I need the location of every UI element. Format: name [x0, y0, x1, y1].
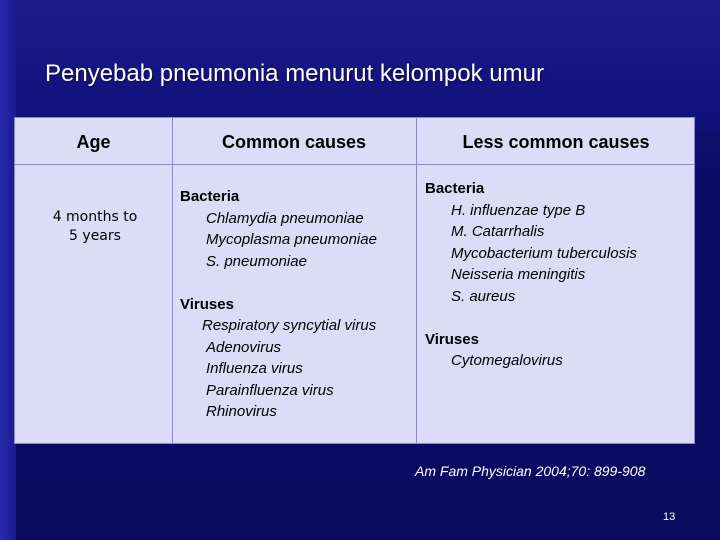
header-divider	[15, 164, 694, 165]
less-common-bacteria-item: H. influenzae type B	[451, 201, 586, 219]
common-virus-item: Adenovirus	[206, 338, 282, 356]
less-common-bacteria-item: S. aureus	[451, 287, 516, 305]
common-bacteria-label: Bacteria	[180, 188, 240, 205]
common-virus-item: Parainfluenza virus	[206, 381, 334, 399]
less-common-bacteria-item: Neisseria meningitis	[451, 266, 586, 283]
less-common-bacteria-item: Mycobacterium tuberculosis	[451, 244, 637, 262]
column-divider-2	[416, 118, 417, 443]
causes-table	[14, 117, 695, 444]
less-common-bacteria-label: Bacteria	[425, 180, 485, 197]
less-common-viruses-label: Viruses	[425, 330, 479, 348]
page-number: 13	[663, 511, 676, 523]
common-virus-item: Respiratory syncytial virus	[202, 317, 377, 334]
header-common-causes: Common causes	[221, 132, 367, 152]
common-virus-item: Influenza virus	[206, 360, 303, 377]
age-group-cell: 4 months to 5 years	[52, 209, 138, 244]
header-less-common-causes: Less common causes	[462, 132, 650, 152]
common-bacteria-item: Chlamydia pneumoniae	[206, 209, 364, 227]
common-virus-item: Rhinovirus	[206, 403, 277, 420]
column-divider-1	[172, 118, 173, 443]
less-common-causes-cell	[425, 178, 637, 372]
header-age: Age	[76, 132, 111, 152]
slide-title: Penyebab pneumonia menurut kelompok umur	[45, 60, 544, 87]
common-bacteria-item: Mycoplasma pneumoniae	[206, 231, 377, 248]
common-bacteria-item: S. pneumoniae	[206, 252, 307, 270]
common-viruses-label: Viruses	[180, 295, 234, 313]
less-common-bacteria-item: M. Catarrhalis	[451, 223, 545, 240]
citation: Am Fam Physician 2004;70: 899-908	[415, 463, 646, 479]
less-common-virus-item: Cytomegalovirus	[451, 352, 563, 369]
common-causes-cell	[180, 186, 377, 423]
